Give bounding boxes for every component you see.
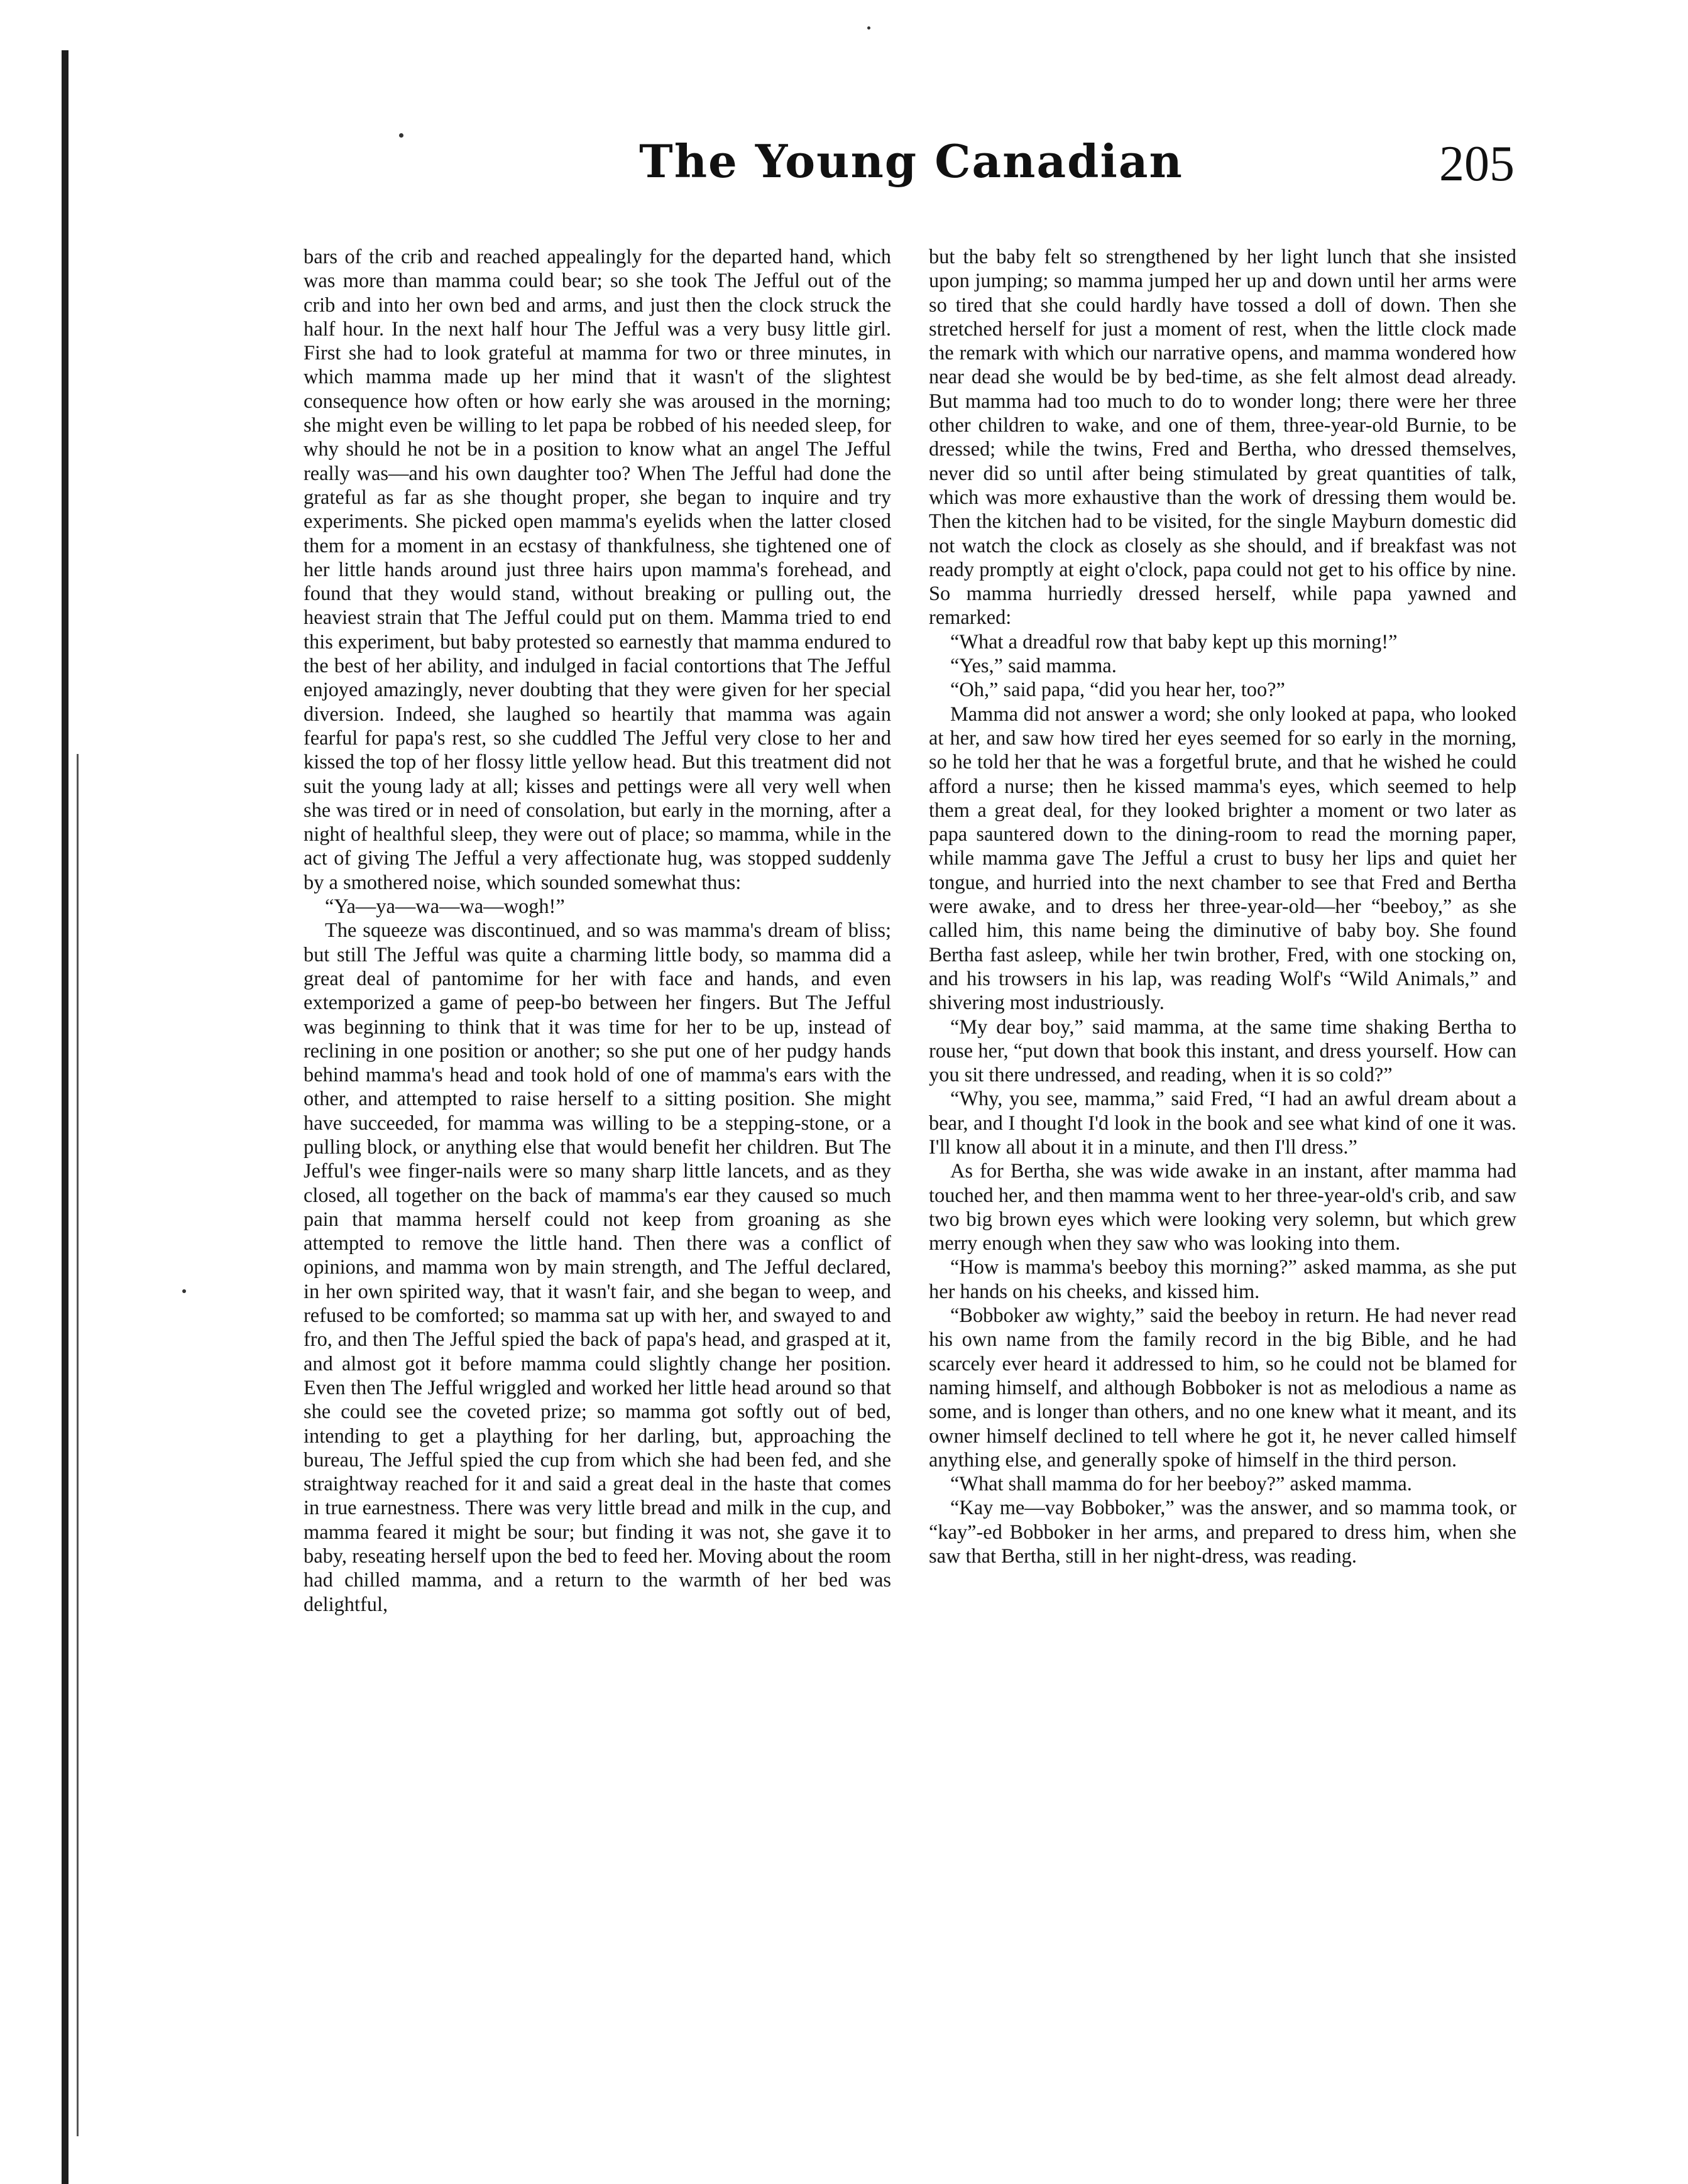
- paragraph: “Bobboker aw wighty,” said the beeboy in return. He had never read his own name from the family record in the big Bible, and he had scarcely ever heard it addressed to him, so he could not be blamed for naming himself, and although Bobboker is not as melodious a name as some, and is longer than others, and no one knew what it meant, and its owner himself declined to tell where he got it, he never called himself anything else, and generally spoke of himself in the third person.: [929, 1304, 1516, 1471]
- paragraph: “How is mamma's beeboy this morning?” asked mamma, as she put her hands on his cheeks, and kissed him.: [929, 1256, 1516, 1303]
- scan-speck: [867, 26, 870, 30]
- left-column: [304, 245, 891, 2149]
- right-column: [929, 245, 1516, 2149]
- paragraph: “Oh,” said papa, “did you hear her, too?”: [950, 679, 1285, 702]
- paragraph: As for Bertha, she was wide awake in an instant, after mamma had touched her, and then mamma went to her three-year-old's crib, and saw two big brown eyes which were looking very solemn, but which grew merry enough when they saw who was looking into them.: [929, 1160, 1516, 1255]
- paragraph: “My dear boy,” said mamma, at the same time shaking Bertha to rouse her, “put down that book this instant, and dress yourself. How can you sit there undressed, and reading, when it is so cold?”: [929, 1015, 1516, 1087]
- paragraph: “What shall mamma do for her beeboy?” asked mamma.: [950, 1473, 1412, 1496]
- paragraph: bars of the crib and reached appealingly for the departed hand, which was more than mamma could bear; so she took The Jefful out of the crib and into her own bed and arms, and just then the clock struck the half hour. In the next half hour The Jefful was a very busy little girl. First she had to look grateful at mamma for two or three minutes, in which mamma made up her mind that it wasn't of the slightest consequence how often or how early she was aroused in the morning; she might even be willing to let papa be robbed of his needed sleep, for why should he not be in a position to know what an angel The Jefful really was—and his own daughter too? When The Jefful had done the grateful as far as she thought proper, she began to inquire and try experiments. She picked open mamma's eyelids when the latter closed them for a moment in an ecstasy of thankfulness, she tightened one of her little hands around just three hairs upon mamma's forehead, and found that they would stand, without breaking or pulling out, the heaviest strain that The Jefful could put on them. Mamma tried to end this experiment, but baby protested so earnestly that mamma endured to the best of her ability, and indulged in facial contortions that The Jefful enjoyed amazingly, never doubting that they were given for her special diversion. Indeed, she laughed so heartily that mamma was again fearful for papa's rest, so she cuddled The Jefful very close to her and kissed the top of her flossy little yellow head. But this treatment did not suit the young lady at all; kisses and pettings were all very well when she was tired or in need of consolation, but early in the morning, after a night of healthful sleep, they were out of place; so mamma, while in the act of giving The Jefful a very affectionate hug, was stopped suddenly by a smothered noise, which sounded somewhat thus:: [304, 246, 891, 894]
- paragraph: “Why, you see, mamma,” said Fred, “I had an awful dream about a bear, and I thought I'd look in the book and see what kind of one it was. I'll know all about it in a minute, and then I'll dress.”: [929, 1088, 1516, 1159]
- scan-edge-bar: [62, 50, 69, 2184]
- scan-edge-line: [77, 754, 79, 2136]
- paragraph: “Yes,” said mamma.: [950, 655, 1117, 678]
- paragraph: The squeeze was discontinued, and so was mamma's dream of bliss; but still The Jefful was quite a charming little body, so mamma did a great deal of pantomime for her with face and hands, and even extemporized a game of peep-bo between her fingers. But The Jefful was beginning to think that it was time for her to be up, instead of reclining in one position or another; so she put one of her pudgy hands behind mamma's head and took hold of one of mamma's ears with the other, and attempted to raise herself to a sitting position. She might have succeeded, for mamma was willing to be a stepping-stone, or a pulling block, or anything else that would benefit her children. But The Jefful's wee finger-nails were so many sharp little lancets, and as they closed, all together on the back of mamma's ear they caused so much pain that mamma herself could not keep from groaning as she attempted to remove the little hand. Then there was a conflict of opinions, and mamma won by main strength, and The Jefful declared, in her own spirited way, that it wasn't fair, and she began to weep, and refused to be comforted; so mamma sat up with her, and swayed to and fro, and then The Jefful spied the back of papa's head, and grasped at it, and almost got it before mamma could slightly change her position. Even then The Jefful wriggled and worked her little head around so that she could see the coveted prize; so mamma got softly out of bed, intending to get a plaything for her darling, but, approaching the bureau, The Jefful spied the cup from which she had been fed, and she straightway reached for it and said a great deal in the haste that comes in true earnestness. There was very little bread and milk in the cup, and mamma feared it might be sour; but finding it was not, she gave it to baby, reseating herself upon the bed to feed her. Moving about the room had chilled mamma, and a return to the warmth of her bed was delightful,: [304, 919, 891, 1616]
- paragraph: “Kay me—vay Bobboker,” was the answer, and so mamma took, or “kay”-ed Bobboker in her arms, and prepared to dress him, when she saw that Bertha, still in her night-dress, was reading.: [929, 1497, 1516, 1568]
- paragraph: “Ya—ya—wa—wa—wogh!”: [325, 895, 565, 919]
- running-header-title: The Young Canadian: [639, 134, 1183, 188]
- paragraph: “What a dreadful row that baby kept up this morning!”: [950, 630, 1398, 653]
- paragraph: Mamma did not answer a word; she only looked at papa, who looked at her, and saw how tired her eyes seemed for so early in the morning, so he told her that he was a forgetful brute, and that he wished he could afford a nurse; then he kissed mamma's eyes, which seemed to help them a great deal, for they looked brighter a moment or two later as papa sauntered down to the dining-room to read the morning paper, while mamma gave The Jefful a crust to busy her lips and quiet her tongue, and hurried into the next chamber to see that Fred and Bertha were awake, and to dress her three-year-old—her “beeboy,” as she called him, this name being the diminutive of baby boy. She found Bertha fast asleep, while her twin brother, Fred, with one stocking on, and his trowsers in his lap, was reading Wolf's “Wild Animals,” and shivering most industriously.: [929, 702, 1516, 1015]
- paragraph: but the baby felt so strengthened by her light lunch that she insisted upon jumping; so mamma jumped her up and down until her arms were so tired that she could hardly have tossed a doll of down. Then she stretched herself for just a moment of rest, when the little clock made the remark with which our narrative opens, and mamma wondered how near dead she would be by bed-time, as she felt almost dead already. But mamma had too much to do to wonder long; there were her three other children to wake, and one of them, three-year-old Burnie, to be dressed; while the twins, Fred and Bertha, who dressed themselves, never did so until after being stimulated by great quantities of talk, which was more exhaustive than the work of dressing them would be. Then the kitchen had to be visited, for the single Mayburn domestic did not watch the clock as closely as she should, and if breakfast was not ready promptly at eight o'clock, papa could not get to his office by nine. So mamma hurriedly dressed herself, while papa yawned and remarked:: [929, 246, 1516, 630]
- scan-speck: [182, 1289, 186, 1293]
- page-number: 205: [1439, 136, 1515, 192]
